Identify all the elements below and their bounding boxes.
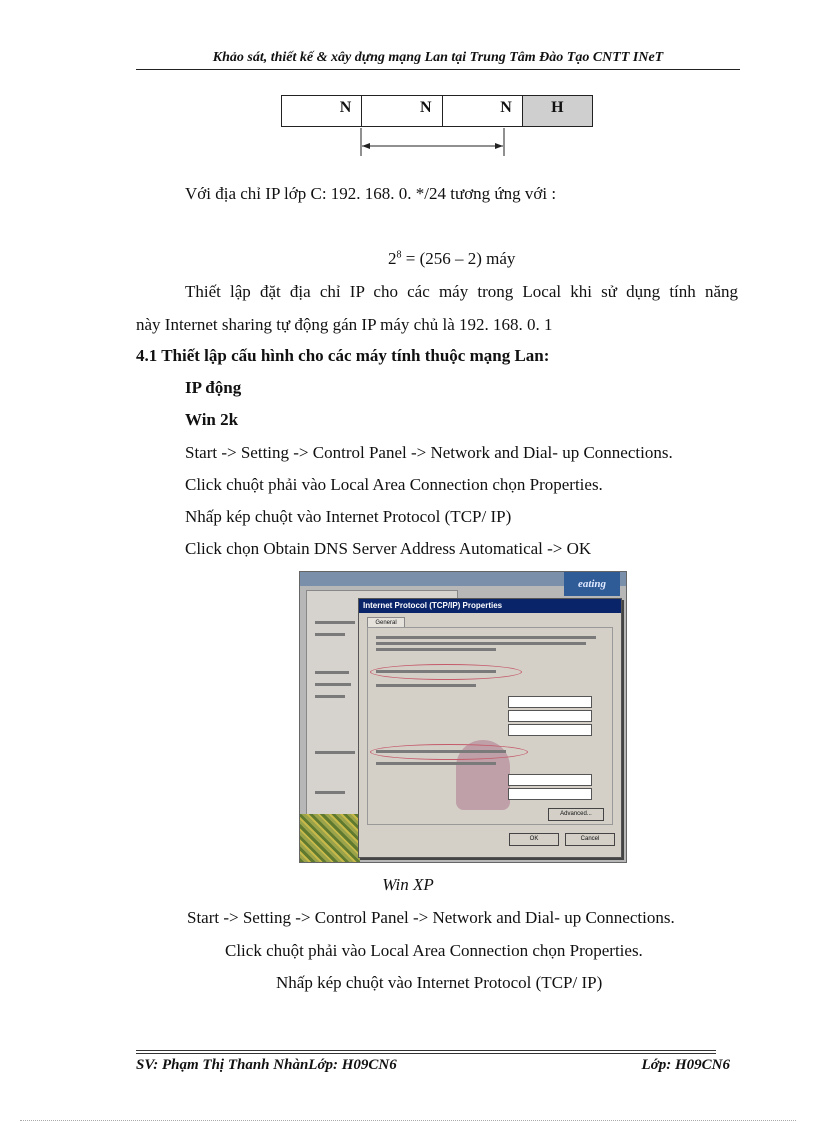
footer-rule-bottom — [136, 1053, 716, 1054]
page-edge-dots — [20, 1120, 796, 1121]
subheading-ip-dynamic: IP động — [185, 378, 242, 397]
footer-rule-top — [136, 1050, 716, 1051]
footer-student: SV: Phạm Thị Thanh NhànLớp: H09CN6 — [136, 1057, 397, 1073]
network-cell: N — [282, 96, 362, 126]
screenshot-brand-logo: eating — [564, 572, 620, 596]
cancel-button: Cancel — [565, 833, 615, 846]
win2k-step-1: Start -> Setting -> Control Panel -> Network and Dial- up Connections. — [185, 443, 673, 462]
host-cell: H — [523, 96, 592, 126]
formula-base: 2 — [388, 249, 397, 268]
section-heading: 4.1 Thiết lập cấu hình cho các máy tính thuộc mạng Lan: — [136, 346, 550, 365]
network-span-arrow — [360, 128, 506, 158]
tcpip-dialog — [358, 598, 622, 858]
formula-exponent: 8 — [396, 249, 402, 261]
win2k-step-4: Click chọn Obtain DNS Server Address Automatical -> OK — [185, 539, 592, 558]
figure-caption: Win XP — [382, 875, 434, 894]
desktop-wallpaper — [300, 814, 360, 862]
paragraph-line-2: này Internet sharing tự động gán IP máy chủ là 192. 168. 0. 1 — [136, 315, 553, 334]
advanced-button: Advanced... — [548, 808, 604, 821]
running-header: Khảo sát, thiết kế & xây dựng mạng Lan tại Trung Tâm Đào Tạo CNTT INeT — [212, 50, 664, 65]
ip-class-c-text: Với địa chỉ IP lớp C: 192. 168. 0. */24 tương ứng với : — [185, 184, 557, 203]
network-host-table — [281, 95, 593, 127]
xp-step-1: Start -> Setting -> Control Panel -> Network and Dial- up Connections. — [187, 908, 675, 927]
network-cell: N — [362, 96, 442, 126]
general-tab: General — [367, 617, 405, 628]
win2k-step-2: Click chuột phải vào Local Area Connection chọn Properties. — [185, 475, 603, 494]
dialog-title-bar: Internet Protocol (TCP/IP) Properties — [359, 599, 621, 613]
paragraph-line-1: Thiết lập đặt địa chỉ IP cho các máy trong Local khi sử dụng tính năng — [185, 282, 738, 301]
ok-button: OK — [509, 833, 559, 846]
xp-step-2: Click chuột phải vào Local Area Connection chọn Properties. — [225, 941, 643, 960]
dialog-panel — [367, 627, 613, 825]
formula-rest: = (256 – 2) máy — [401, 249, 516, 268]
header-rule — [136, 69, 740, 70]
footer-class: Lớp: H09CN6 — [641, 1057, 730, 1073]
tcpip-properties-screenshot — [299, 571, 627, 863]
subheading-win2k: Win 2k — [185, 410, 239, 429]
xp-step-3: Nhấp kép chuột vào Internet Protocol (TCP/ IP) — [276, 973, 603, 992]
win2k-step-3: Nhấp kép chuột vào Internet Protocol (TCP/ IP) — [185, 507, 512, 526]
host-count-formula — [388, 249, 515, 269]
network-cell: N — [443, 96, 523, 126]
